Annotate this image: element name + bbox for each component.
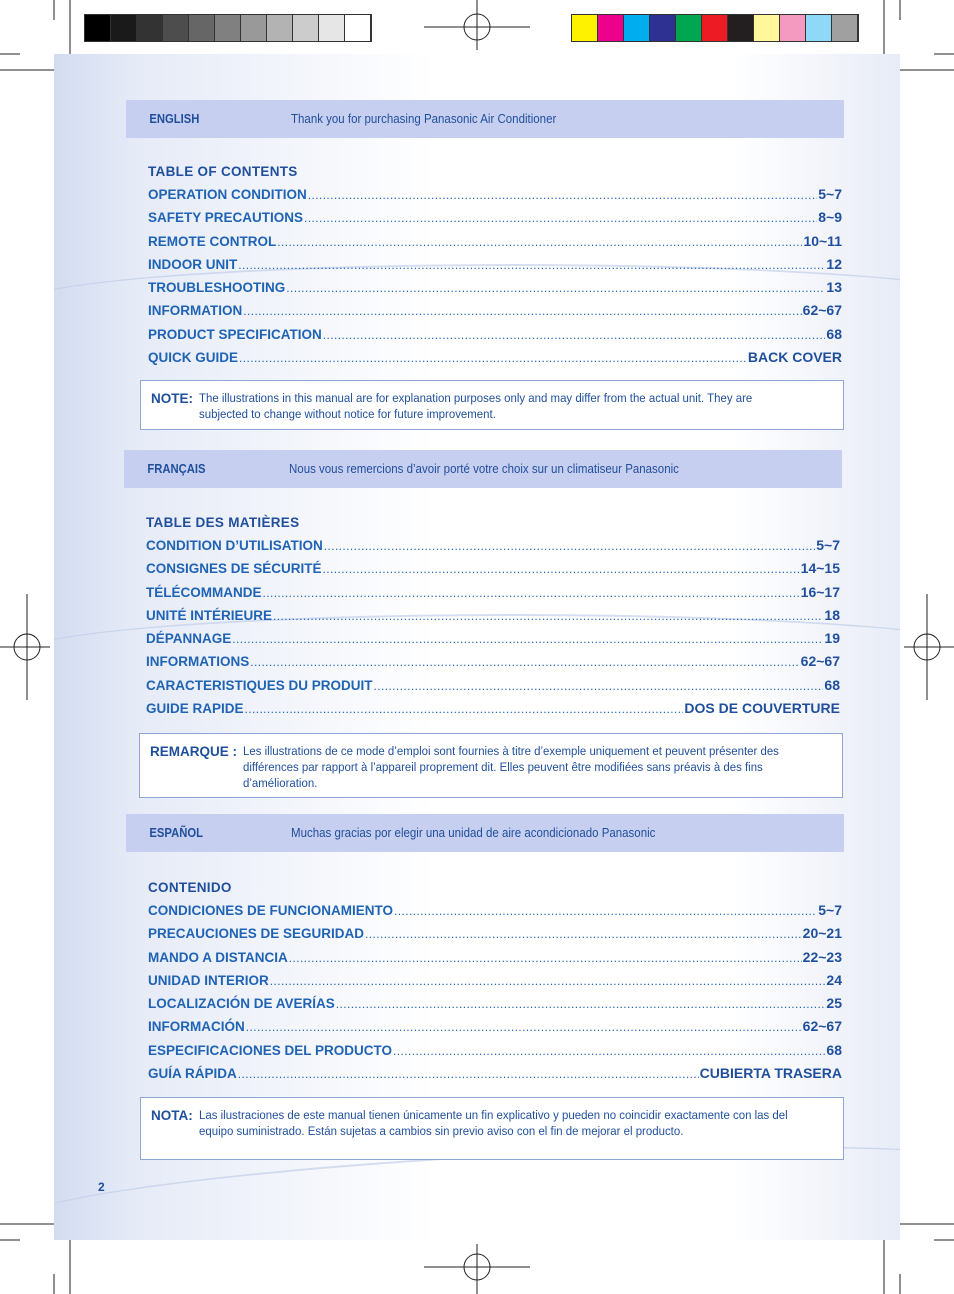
toc-entry-page: 68 bbox=[826, 1041, 842, 1058]
dot-leader bbox=[273, 605, 823, 628]
toc-row bbox=[146, 604, 840, 627]
toc-entry-page: BACK COVER bbox=[747, 349, 842, 366]
toc-row bbox=[148, 346, 842, 369]
toc-row bbox=[148, 992, 842, 1015]
toc-row bbox=[148, 922, 842, 945]
toc-row bbox=[146, 581, 840, 604]
toc-entry-page: 5~7 bbox=[818, 186, 842, 202]
toc-entry-page: 24 bbox=[826, 971, 842, 988]
toc-row bbox=[146, 627, 840, 650]
toc-entry-label: UNITÉ INTÉRIEURE bbox=[146, 607, 273, 623]
thanks-text: Nous vous remercions d’avoir porté votre choix sur un climatiseur Panasonic bbox=[289, 462, 679, 476]
process-color-bar bbox=[571, 14, 859, 42]
dot-leader bbox=[263, 582, 800, 605]
color-swatch bbox=[137, 15, 163, 41]
toc-row bbox=[148, 1062, 842, 1085]
dot-leader bbox=[250, 651, 799, 674]
section-header-english bbox=[126, 100, 844, 138]
color-swatch bbox=[267, 15, 293, 41]
dot-leader bbox=[232, 628, 823, 651]
dot-leader bbox=[323, 558, 800, 581]
note-label: NOTA: bbox=[151, 1108, 193, 1123]
toc-entry-page: 62~67 bbox=[802, 302, 842, 319]
toc-francais bbox=[146, 511, 840, 720]
dot-leader bbox=[245, 698, 684, 721]
color-swatch bbox=[111, 15, 137, 41]
color-swatch bbox=[780, 15, 806, 41]
toc-entry-page: 10~11 bbox=[803, 232, 842, 249]
dot-leader bbox=[304, 207, 817, 230]
dot-leader bbox=[289, 947, 802, 970]
color-swatch bbox=[650, 15, 676, 41]
toc-entry-page: 62~67 bbox=[802, 1018, 842, 1035]
color-swatch bbox=[215, 15, 241, 41]
toc-entry-page: 19 bbox=[824, 630, 840, 647]
color-swatch bbox=[319, 15, 345, 41]
toc-row bbox=[146, 557, 840, 580]
note-box-francais bbox=[139, 733, 843, 798]
toc-row bbox=[148, 299, 842, 322]
toc-entry-page: 18 bbox=[824, 606, 840, 623]
toc-row bbox=[148, 1015, 842, 1038]
dot-leader bbox=[238, 1063, 699, 1086]
dot-leader bbox=[393, 1040, 825, 1063]
note-label: NOTE: bbox=[151, 391, 193, 406]
toc-row bbox=[148, 969, 842, 992]
toc-entry-label: QUICK GUIDE bbox=[148, 350, 239, 366]
toc-entry-page: 13 bbox=[826, 279, 842, 296]
color-swatch bbox=[702, 15, 728, 41]
toc-entry-label: DÉPANNAGE bbox=[146, 631, 232, 647]
toc-row bbox=[148, 1039, 842, 1062]
toc-row bbox=[148, 230, 842, 253]
toc-row bbox=[146, 697, 840, 720]
toc-english bbox=[148, 160, 842, 369]
thanks-text: Muchas gracias por elegir una unidad de aire acondicionado Panasonic bbox=[291, 826, 656, 840]
color-swatch bbox=[85, 15, 111, 41]
toc-row bbox=[148, 899, 842, 922]
toc-espanol bbox=[148, 876, 842, 1085]
dot-leader bbox=[246, 1016, 802, 1039]
toc-entry-label: GUIDE RAPIDE bbox=[146, 701, 244, 717]
color-swatch bbox=[676, 15, 702, 41]
language-label: ENGLISH bbox=[149, 112, 200, 126]
toc-entry-label: INDOOR UNIT bbox=[148, 256, 238, 272]
dot-leader bbox=[238, 254, 825, 277]
dot-leader bbox=[323, 324, 826, 347]
toc-entry-page: 5~7 bbox=[816, 537, 840, 553]
section-header-espanol bbox=[126, 814, 844, 852]
toc-row bbox=[148, 183, 842, 206]
color-swatch bbox=[598, 15, 624, 41]
toc-entry-page: 8~9 bbox=[818, 209, 842, 226]
gray-color-bar bbox=[84, 14, 372, 42]
toc-entry-page: 12 bbox=[826, 255, 842, 272]
note-box-english bbox=[140, 380, 844, 430]
page-number: 2 bbox=[98, 1180, 105, 1194]
dot-leader bbox=[277, 231, 802, 254]
toc-title: TABLE OF CONTENTS bbox=[148, 164, 298, 179]
toc-title: TABLE DES MATIÈRES bbox=[146, 515, 300, 530]
color-swatch bbox=[806, 15, 832, 41]
toc-entry-page: 68 bbox=[824, 676, 840, 693]
toc-entry-label: UNIDAD INTERIOR bbox=[148, 972, 269, 988]
color-swatch bbox=[728, 15, 754, 41]
toc-entry-label: PRECAUCIONES DE SEGURIDAD bbox=[148, 926, 365, 942]
language-label: ESPAÑOL bbox=[149, 826, 203, 840]
toc-row bbox=[146, 650, 840, 673]
dot-leader bbox=[270, 970, 826, 993]
toc-entry-label: ESPECIFICACIONES DEL PRODUCTO bbox=[148, 1042, 393, 1058]
toc-row bbox=[146, 534, 840, 557]
color-swatch bbox=[189, 15, 215, 41]
thanks-text: Thank you for purchasing Panasonic Air Conditioner bbox=[291, 112, 557, 126]
dot-leader bbox=[374, 675, 824, 698]
dot-leader bbox=[243, 300, 801, 323]
toc-entry-label: TROUBLESHOOTING bbox=[148, 280, 286, 296]
toc-entry-page: 5~7 bbox=[818, 902, 842, 918]
toc-entry-label: CARACTERISTIQUES DU PRODUIT bbox=[146, 677, 373, 693]
color-swatch bbox=[832, 15, 858, 41]
toc-title: CONTENIDO bbox=[148, 880, 232, 895]
section-header-francais bbox=[124, 450, 842, 488]
toc-entry-page: DOS DE COUVERTURE bbox=[684, 700, 840, 717]
language-label: FRANÇAIS bbox=[147, 462, 206, 476]
toc-entry-page: 68 bbox=[826, 325, 842, 342]
dot-leader bbox=[239, 347, 747, 370]
dot-leader bbox=[324, 535, 816, 558]
note-text: Les illustrations de ce mode d’emploi sont fournies à titre d’exemple uniquement et peuvent présenter des différences par rapport à l’appareil proprement dit. Elles peuvent être modifiées sans préavis à des fins d’amélioration. bbox=[243, 744, 779, 790]
color-swatch bbox=[754, 15, 780, 41]
toc-entry-page: 14~15 bbox=[800, 560, 840, 577]
toc-entry-label: CONSIGNES DE SÉCURITÉ bbox=[146, 561, 322, 577]
toc-row bbox=[148, 323, 842, 346]
dot-leader bbox=[286, 277, 825, 300]
note-box-espanol bbox=[140, 1097, 844, 1160]
toc-entry-label: LOCALIZACIÓN DE AVERÍAS bbox=[148, 996, 335, 1012]
dot-leader bbox=[336, 993, 826, 1016]
toc-entry-label: TÉLÉCOMMANDE bbox=[146, 584, 262, 600]
toc-entry-label: OPERATION CONDITION bbox=[148, 187, 307, 202]
toc-entry-label: SAFETY PRECAUTIONS bbox=[148, 210, 304, 226]
toc-row bbox=[148, 946, 842, 969]
note-text: The illustrations in this manual are for explanation purposes only and may differ from the actual unit. They are subjected to change without notice for future improvement. bbox=[199, 391, 753, 421]
color-swatch bbox=[241, 15, 267, 41]
toc-row bbox=[148, 253, 842, 276]
toc-row bbox=[146, 674, 840, 697]
toc-entry-page: CUBIERTA TRASERA bbox=[699, 1065, 842, 1082]
note-text: Las ilustraciones de este manual tienen únicamente un fin explicativo y pueden no coincidir exactamente con las del equipo suministrado. Están sujetas a cambios sin previo aviso con el fin de mejorar el producto. bbox=[198, 1108, 788, 1138]
toc-entry-label: GUÍA RÁPIDA bbox=[148, 1066, 237, 1082]
toc-row bbox=[148, 206, 842, 229]
dot-leader bbox=[394, 900, 817, 923]
toc-entry-label: PRODUCT SPECIFICATION bbox=[148, 326, 322, 342]
color-swatch bbox=[624, 15, 650, 41]
color-swatch bbox=[163, 15, 189, 41]
toc-entry-label: CONDITION D’UTILISATION bbox=[146, 538, 323, 553]
toc-entry-label: MANDO A DISTANCIA bbox=[148, 949, 288, 965]
toc-entry-page: 25 bbox=[826, 995, 842, 1012]
toc-entry-label: INFORMACIÓN bbox=[148, 1019, 245, 1035]
toc-row bbox=[148, 276, 842, 299]
toc-entry-label: INFORMATION bbox=[148, 303, 243, 319]
toc-entry-label: INFORMATIONS bbox=[146, 654, 250, 670]
color-swatch bbox=[572, 15, 598, 41]
toc-entry-label: REMOTE CONTROL bbox=[148, 233, 277, 249]
toc-entry-page: 22~23 bbox=[802, 948, 842, 965]
color-swatch bbox=[293, 15, 319, 41]
toc-entry-page: 62~67 bbox=[800, 653, 840, 670]
note-label: REMARQUE : bbox=[150, 744, 237, 759]
toc-entry-label: CONDICIONES DE FUNCIONAMIENTO bbox=[148, 903, 394, 918]
toc-entry-page: 16~17 bbox=[800, 583, 840, 600]
dot-leader bbox=[308, 184, 817, 207]
toc-entry-page: 20~21 bbox=[802, 925, 842, 942]
color-swatch bbox=[345, 15, 371, 41]
dot-leader bbox=[365, 923, 802, 946]
